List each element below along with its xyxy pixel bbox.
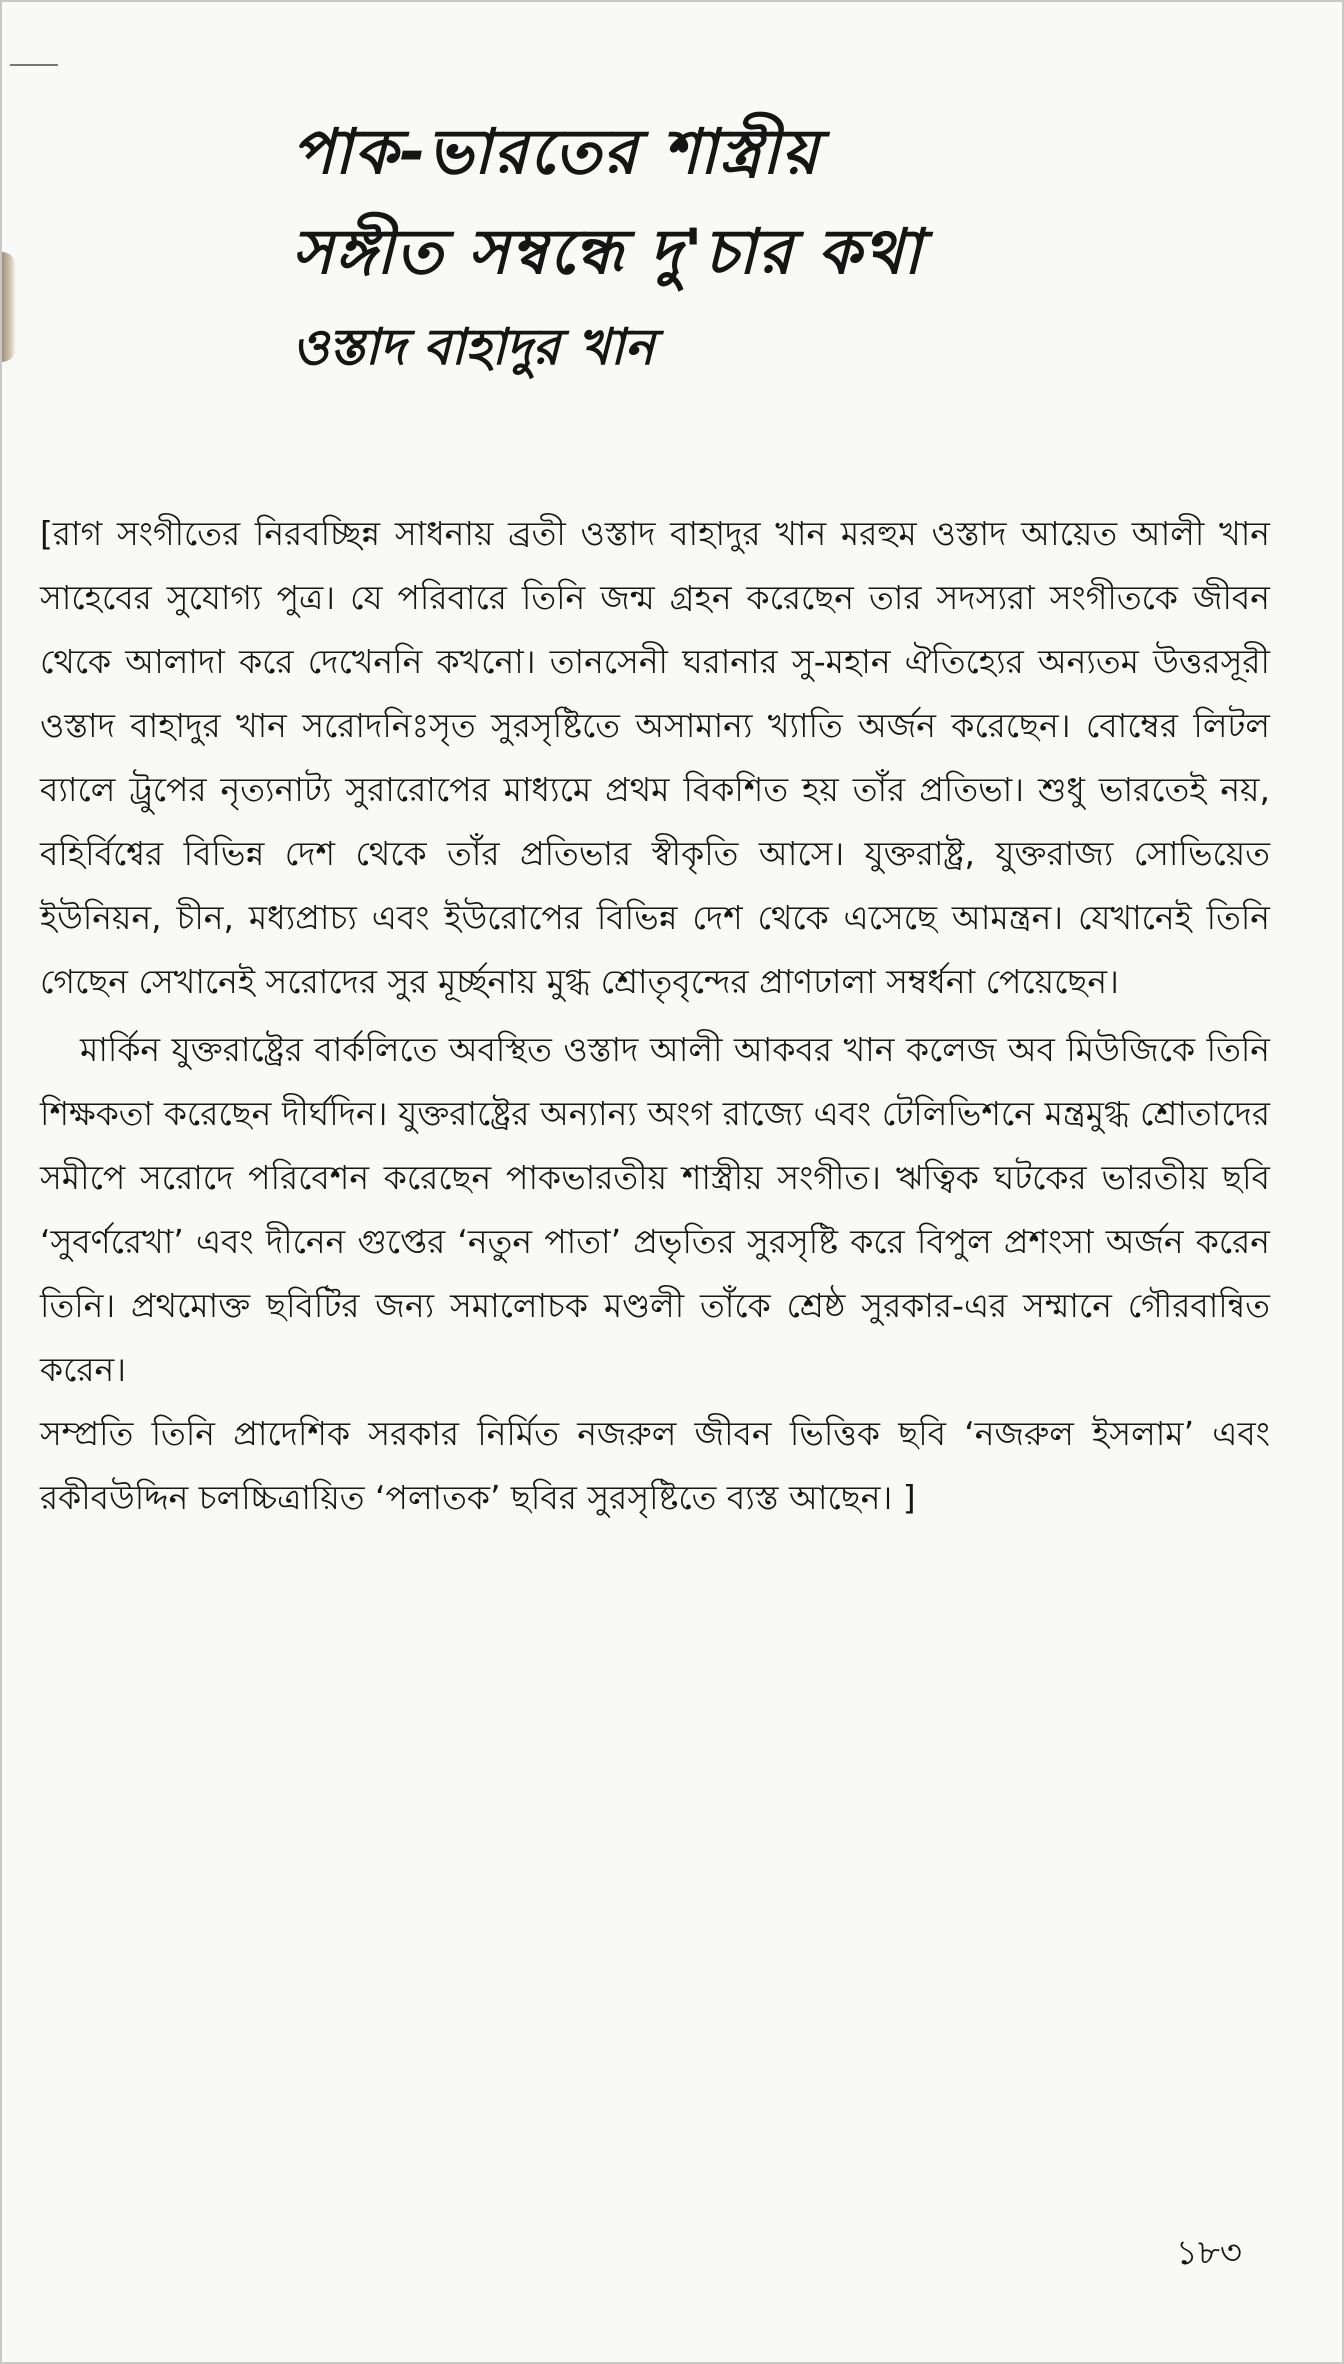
paragraph-2: মার্কিন যুক্তরাষ্ট্রের বার্কলিতে অবস্থিত ওস্তাদ আলী আকবর খান কলেজ অব মিউজিকে তিনি শিক্ষকতা করেছেন দীর্ঘদিন। যুক্তরাষ্ট্রের অন্যান্য অংগ রাজ্যে এবং টেলিভিশনে মন্ত্রমুগ্ধ শ্রোতাদের সমীপে সরোদে পরিবেশন করেছেন পাকভারতীয় শাস্ত্রীয় সংগীত। ঋত্বিক ঘটকের ভারতীয় ছবি ‘সুবর্ণরেখা’ এবং দীনেন গুপ্তের ‘নতুন পাতা’ প্রভৃতির সুরসৃষ্টি করে বিপুল প্রশংসা অর্জন করেন তিনি। প্রথমোক্ত ছবিটির জন্য সমালোচক মণ্ডলী তাঁকে শ্রেষ্ঠ সুরকার-এর সম্মানে গৌরবান্বিত করেন।	[40, 1030, 1270, 1389]
article-title-line-1: পাক-ভারতের শাস্ত্রীয়	[292, 115, 821, 188]
paragraph-1: [রাগ সংগীতের নিরবচ্ছিন্ন সাধনায় ব্রতী ওস্তাদ বাহাদুর খান মরহুম ওস্তাদ আয়েত আলী খান সাহেবের সুযোগ্য পুত্র। যে পরিবারে তিনি জন্ম গ্রহন করেছেন তার সদস্যরা সংগীতকে জীবন থেকে আলাদা করে দেখেননি কখনো। তানসেনী ঘরানার সু-মহান ঐতিহ্যের অন্যতম উত্তরসূরী ওস্তাদ বাহাদুর খান সরোদনিঃসৃত সুরসৃষ্টিতে অসামান্য খ্যাতি অর্জন করেছেন। বোম্বের লিটল ব্যালে ট্রুপের নৃত্যনাট্য সুরারোপের মাধ্যমে প্রথম বিকশিত হয় তাঁর প্রতিভা। শুধু ভারতেই নয়, বহির্বিশ্বের বিভিন্ন দেশ থেকে তাঁর প্রতিভার স্বীকৃতি আসে। যুক্তরাষ্ট্র, যুক্তরাজ্য সোভিয়েত ইউনিয়ন, চীন, মধ্যপ্রাচ্য এবং ইউরোপের বিভিন্ন দেশ থেকে এসেছে আমন্ত্রন। যেখানেই তিনি গেছেন সেখানেই সরোদের সুর মূর্চ্ছনায় মুগ্ধ শ্রোতৃবৃন্দের প্রাণঢালা সম্বর্ধনা পেয়েছেন।	[40, 514, 1270, 1001]
title-block	[292, 102, 1172, 392]
article-body	[40, 502, 1270, 1530]
article-author: ওস্তাদ বাহাদুর খান	[292, 318, 655, 376]
page-number: ১৮৩	[1175, 2233, 1242, 2273]
corner-mark	[10, 64, 58, 66]
article-title-line-2: সঙ্গীত সম্বন্ধে দু'চার কথা	[292, 215, 924, 288]
paragraph-3: সম্প্রতি তিনি প্রাদেশিক সরকার নির্মিত নজরুল জীবন ভিত্তিক ছবি ‘নজরুল ইসলাম’ এবং রকীবউদ্দিন চলচ্চিত্রায়িত ‘পলাতক’ ছবির সুরসৃষ্টিতে ব্যস্ত আছেন। ]	[40, 1414, 1270, 1517]
binding-shadow	[2, 252, 16, 362]
